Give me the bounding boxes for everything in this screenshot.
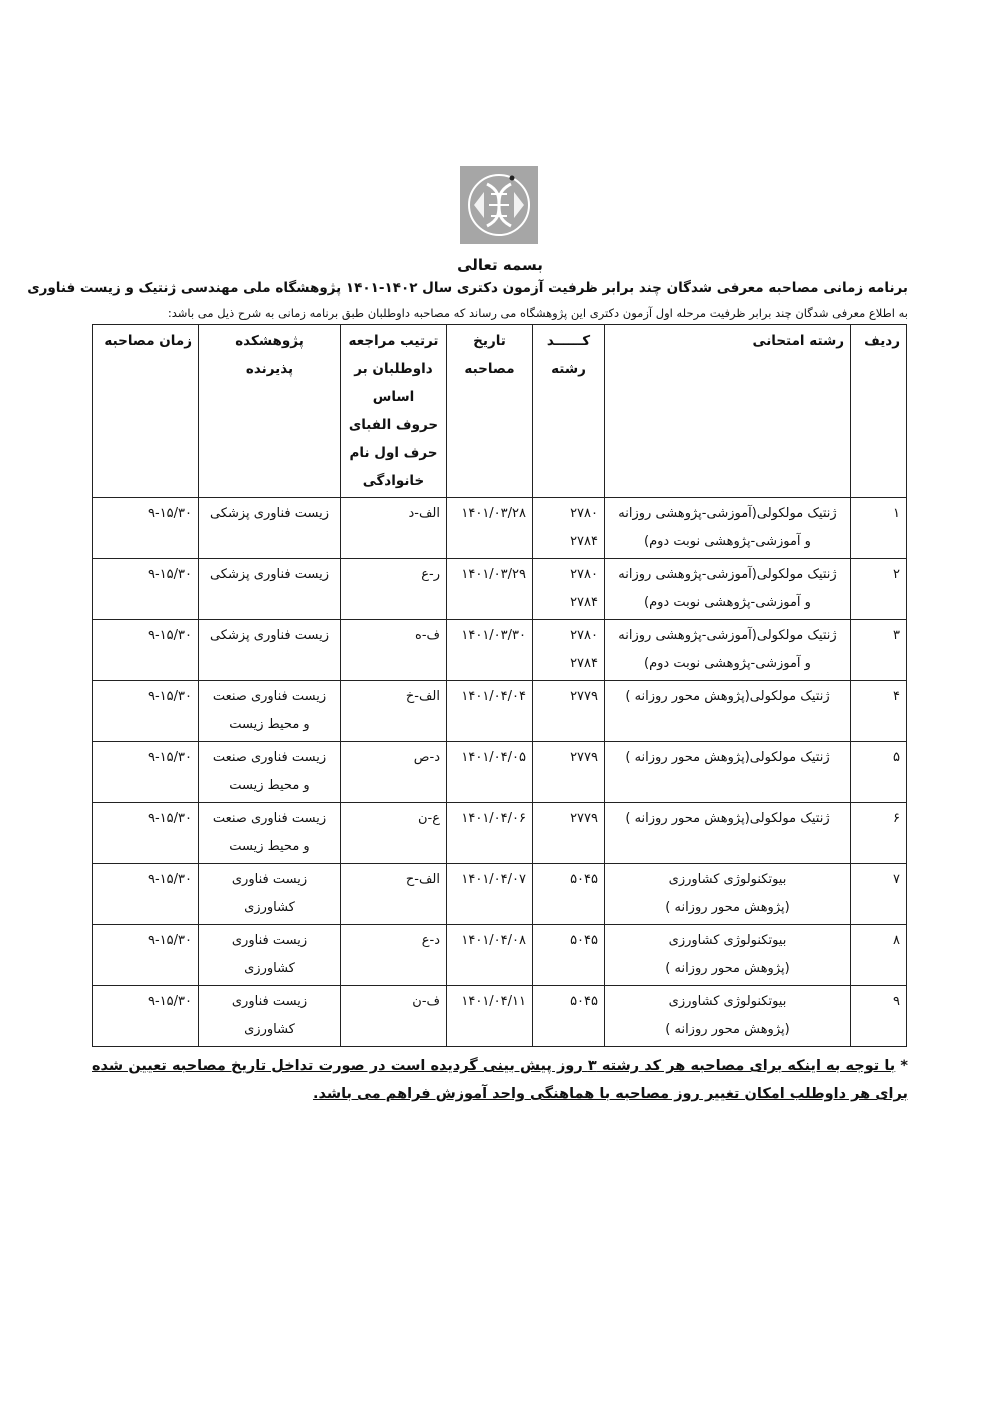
cell-code xyxy=(533,803,605,864)
cell-time: ۹-۱۵/۳۰ xyxy=(93,559,199,620)
cell-time: ۹-۱۵/۳۰ xyxy=(93,803,199,864)
cell-faculty-line: و محیط زیست xyxy=(229,778,310,793)
cell-faculty-line: کشاورزی xyxy=(244,1022,295,1037)
header-order xyxy=(341,325,447,498)
cell-date: ۱۴۰۱/۰۴/۰۵ xyxy=(447,742,533,803)
header-field: رشته امتحانی xyxy=(605,325,851,498)
footnote-text: با توجه به اینکه برای مصاحبه هر کد رشته ۳ روز پیش بینی گردیده است در صورت تداخل تاریخ مصاحبه تعیین شده برای هر داوطلب امکان تغییر روز مصاحبه با هماهنگی واحد آموزش فراهم می باشد. xyxy=(92,1058,908,1102)
cell-order: ع-ن xyxy=(341,803,447,864)
table-row xyxy=(93,925,907,986)
cell-faculty-line: و محیط زیست xyxy=(229,839,310,854)
cell-faculty-line: زیست فناوری صنعت xyxy=(212,750,327,765)
cell-code-line: ۵۰۴۵ xyxy=(570,994,598,1009)
cell-time: ۹-۱۵/۳۰ xyxy=(93,498,199,559)
header-faculty-line: پذیرنده xyxy=(245,361,294,377)
cell-field-line: ژنتیک مولکولی(آموزشی-پژوهشی روزانه xyxy=(618,506,837,521)
cell-order: ف-ه xyxy=(341,620,447,681)
cell-code xyxy=(533,681,605,742)
cell-radif: ۹ xyxy=(851,986,907,1047)
cell-faculty-line: زیست فناوری xyxy=(231,872,308,887)
cell-date: ۱۴۰۱/۰۴/۰۸ xyxy=(447,925,533,986)
cell-code-line: ۲۷۸۴ xyxy=(570,656,598,671)
table-row xyxy=(93,559,907,620)
footnote-star: * xyxy=(895,1058,908,1074)
cell-field-line: (پژوهش محور روزانه ) xyxy=(665,900,790,915)
cell-order: الف-د xyxy=(341,498,447,559)
cell-field-line: ژنتیک مولکولی(پژوهش محور روزانه ) xyxy=(625,750,830,765)
header-order-line: اساس xyxy=(372,389,415,405)
cell-field-line: (پژوهش محور روزانه ) xyxy=(665,961,790,976)
cell-faculty-line: کشاورزی xyxy=(244,900,295,915)
cell-faculty-line: زیست فناوری xyxy=(231,994,308,1009)
cell-faculty xyxy=(199,498,341,559)
table-row xyxy=(93,620,907,681)
header-time: زمان مصاحبه xyxy=(93,325,199,498)
cell-code xyxy=(533,864,605,925)
cell-faculty xyxy=(199,620,341,681)
cell-faculty-line: زیست فناوری پزشکی xyxy=(209,506,330,521)
cell-field xyxy=(605,620,851,681)
cell-time: ۹-۱۵/۳۰ xyxy=(93,864,199,925)
header-order-line: ترتیب مراجعه xyxy=(348,333,439,349)
cell-order: ف-ن xyxy=(341,986,447,1047)
header-faculty-line: پژوهشکده xyxy=(235,333,304,349)
header-order-line: خانوادگی xyxy=(362,473,425,489)
cell-field xyxy=(605,681,851,742)
dna-emblem-icon xyxy=(460,166,538,244)
cell-code xyxy=(533,559,605,620)
cell-code-line: ۲۷۷۹ xyxy=(570,689,598,704)
header-code xyxy=(533,325,605,498)
cell-time: ۹-۱۵/۳۰ xyxy=(93,925,199,986)
cell-code xyxy=(533,498,605,559)
cell-field-line: ژنتیک مولکولی(پژوهش محور روزانه ) xyxy=(625,811,830,826)
table-row xyxy=(93,681,907,742)
cell-field xyxy=(605,559,851,620)
cell-code-line: ۲۷۸۰ xyxy=(570,628,598,643)
cell-code-line: ۵۰۴۵ xyxy=(570,933,598,948)
cell-field-line: ژنتیک مولکولی(آموزشی-پژوهشی روزانه xyxy=(618,628,837,643)
cell-faculty xyxy=(199,864,341,925)
cell-field-line: و آموزشی-پژوهشی نوبت دوم) xyxy=(644,534,811,549)
cell-order: ر-ع xyxy=(341,559,447,620)
cell-time: ۹-۱۵/۳۰ xyxy=(93,620,199,681)
header-faculty xyxy=(199,325,341,498)
header-radif: ردیف xyxy=(851,325,907,498)
table-row xyxy=(93,803,907,864)
cell-field xyxy=(605,498,851,559)
cell-field xyxy=(605,742,851,803)
table-body xyxy=(93,498,907,1047)
cell-radif: ۸ xyxy=(851,925,907,986)
cell-code xyxy=(533,925,605,986)
cell-order: الف-ح xyxy=(341,864,447,925)
cell-field xyxy=(605,864,851,925)
cell-field-line: و آموزشی-پژوهشی نوبت دوم) xyxy=(644,656,811,671)
cell-faculty-line: زیست فناوری xyxy=(231,933,308,948)
header-date-line: تاریخ xyxy=(473,333,506,349)
table-header-row xyxy=(93,325,907,498)
cell-radif: ۲ xyxy=(851,559,907,620)
table-row xyxy=(93,986,907,1047)
cell-faculty xyxy=(199,559,341,620)
header-date xyxy=(447,325,533,498)
cell-order: الف-خ xyxy=(341,681,447,742)
cell-field-line: بیوتکنولوژی کشاورزی xyxy=(668,872,787,887)
cell-order: د-ع xyxy=(341,925,447,986)
bismillah-heading: بسمه تعالی xyxy=(457,256,543,274)
interview-schedule-table xyxy=(92,324,907,1047)
cell-field-line: ژنتیک مولکولی(آموزشی-پژوهشی روزانه xyxy=(618,567,837,582)
header-order-line: حروف الفبای xyxy=(348,417,439,433)
cell-radif: ۳ xyxy=(851,620,907,681)
cell-field-line: بیوتکنولوژی کشاورزی xyxy=(668,933,787,948)
table-row xyxy=(93,742,907,803)
cell-date: ۱۴۰۱/۰۳/۳۰ xyxy=(447,620,533,681)
cell-date: ۱۴۰۱/۰۴/۱۱ xyxy=(447,986,533,1047)
cell-code-line: ۲۷۸۴ xyxy=(570,534,598,549)
institute-logo xyxy=(460,166,538,244)
cell-radif: ۶ xyxy=(851,803,907,864)
cell-faculty-line: و محیط زیست xyxy=(229,717,310,732)
cell-code xyxy=(533,986,605,1047)
cell-faculty xyxy=(199,803,341,864)
cell-radif: ۷ xyxy=(851,864,907,925)
cell-code-line: ۲۷۷۹ xyxy=(570,750,598,765)
header-code-line: رشته xyxy=(551,361,586,377)
header-order-line: داوطلبان بر xyxy=(354,361,433,377)
header-date-line: مصاحبه xyxy=(464,361,515,377)
cell-code-line: ۲۷۸۴ xyxy=(570,595,598,610)
cell-date: ۱۴۰۱/۰۳/۲۹ xyxy=(447,559,533,620)
cell-code-line: ۲۷۷۹ xyxy=(570,811,598,826)
cell-radif: ۵ xyxy=(851,742,907,803)
cell-time: ۹-۱۵/۳۰ xyxy=(93,681,199,742)
cell-field-line: (پژوهش محور روزانه ) xyxy=(665,1022,790,1037)
cell-field-line: ژنتیک مولکولی(پژوهش محور روزانه ) xyxy=(625,689,830,704)
cell-code xyxy=(533,742,605,803)
cell-date: ۱۴۰۱/۰۳/۲۸ xyxy=(447,498,533,559)
cell-faculty-line: زیست فناوری صنعت xyxy=(212,811,327,826)
cell-date: ۱۴۰۱/۰۴/۰۷ xyxy=(447,864,533,925)
cell-radif: ۴ xyxy=(851,681,907,742)
cell-field xyxy=(605,986,851,1047)
cell-date: ۱۴۰۱/۰۴/۰۴ xyxy=(447,681,533,742)
cell-faculty xyxy=(199,925,341,986)
table-row xyxy=(93,498,907,559)
cell-faculty xyxy=(199,986,341,1047)
cell-faculty xyxy=(199,742,341,803)
table-row xyxy=(93,864,907,925)
cell-code-line: ۲۷۸۰ xyxy=(570,506,598,521)
cell-time: ۹-۱۵/۳۰ xyxy=(93,742,199,803)
cell-field-line: بیوتکنولوژی کشاورزی xyxy=(668,994,787,1009)
cell-date: ۱۴۰۱/۰۴/۰۶ xyxy=(447,803,533,864)
cell-order: د-ص xyxy=(341,742,447,803)
cell-code xyxy=(533,620,605,681)
page-title: برنامه زمانی مصاحبه معرفی شدگان چند برابر ظرفیت آزمون دکتری سال ۱۴۰۲-۱۴۰۱ پژوهشگاه ملی مهندسی ژنتیک و زیست فناوری xyxy=(27,280,908,296)
cell-faculty-line: کشاورزی xyxy=(244,961,295,976)
cell-time: ۹-۱۵/۳۰ xyxy=(93,986,199,1047)
cell-faculty-line: زیست فناوری پزشکی xyxy=(209,567,330,582)
header-code-line: کــــــد xyxy=(546,333,591,349)
header-order-line: حرف اول نام xyxy=(349,445,438,461)
cell-faculty-line: زیست فناوری صنعت xyxy=(212,689,327,704)
cell-faculty-line: زیست فناوری پزشکی xyxy=(209,628,330,643)
intro-text: به اطلاع معرفی شدگان چند برابر ظرفیت مرحله اول آزمون دکتری این پژوهشگاه می رساند که مصاحبه داوطلبان طبق برنامه زمانی به شرح ذیل می باشد: xyxy=(167,306,908,320)
cell-faculty xyxy=(199,681,341,742)
cell-field xyxy=(605,803,851,864)
cell-code-line: ۲۷۸۰ xyxy=(570,567,598,582)
cell-radif: ۱ xyxy=(851,498,907,559)
cell-code-line: ۵۰۴۵ xyxy=(570,872,598,887)
cell-field-line: و آموزشی-پژوهشی نوبت دوم) xyxy=(644,595,811,610)
cell-field xyxy=(605,925,851,986)
footnote xyxy=(92,1052,908,1108)
